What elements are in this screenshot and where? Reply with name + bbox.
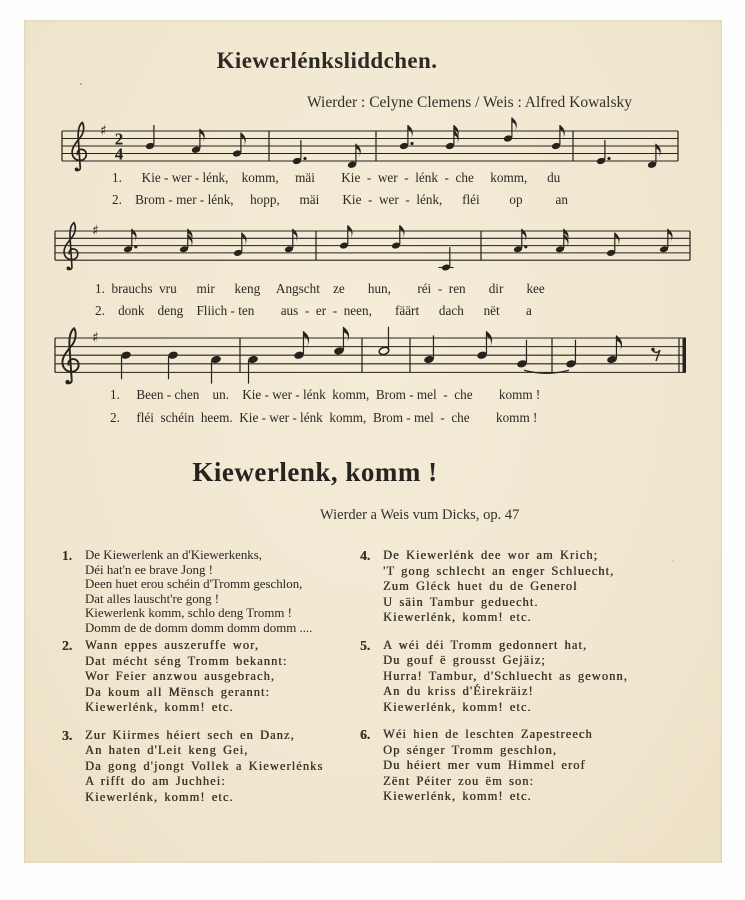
verse-number: 4. bbox=[360, 548, 371, 563]
note bbox=[513, 229, 527, 253]
note-flag bbox=[615, 232, 620, 245]
note bbox=[210, 355, 221, 384]
verse-line: Hurra! Tambur, d'Schluecht as gewonn, bbox=[383, 668, 628, 683]
verse-number: 1. bbox=[62, 548, 73, 563]
verse-line: Zur Kiirmes héiert sech en Danz, bbox=[85, 727, 295, 742]
verse-block bbox=[62, 638, 384, 716]
verse-line: Domm de de domm domm domm domm .... bbox=[85, 620, 313, 635]
note-flag bbox=[343, 327, 349, 342]
verse-line: Zum Gléck huet du de Generol bbox=[383, 579, 578, 593]
note bbox=[516, 340, 527, 369]
note bbox=[606, 335, 622, 364]
treble-clef-icon bbox=[62, 328, 78, 384]
staff-lyrics-line: 1. Been - chen un. Kie - wer - lénk komm, Brom - mel - che komm ! bbox=[110, 387, 541, 402]
verse-line: Dat alles lauscht're gong ! bbox=[85, 591, 220, 606]
note-flag bbox=[348, 225, 353, 238]
verse-line: Wor Feier anzwou ausgebrach, bbox=[85, 669, 275, 683]
verse-number: 2. bbox=[62, 638, 73, 653]
key-signature-sharp: ♯ bbox=[100, 123, 107, 139]
key-signature-sharp: ♯ bbox=[92, 330, 99, 346]
augmentation-dot bbox=[410, 142, 413, 145]
note bbox=[179, 229, 192, 253]
note bbox=[347, 144, 361, 169]
verse-number: 6. bbox=[360, 727, 371, 742]
verse-text bbox=[383, 727, 593, 805]
verse-line: Wéi hien de leschten Zapestreech bbox=[383, 727, 593, 741]
note bbox=[120, 351, 131, 380]
note bbox=[565, 340, 576, 369]
music-staff bbox=[55, 231, 690, 260]
verse-line: Déi hat'n ee brave Jong ! bbox=[85, 562, 213, 577]
verse-line: Kiewerlenk komm, schlo deng Tromm ! bbox=[85, 606, 292, 620]
verse-line: Zënt Péiter zou ëm son: bbox=[383, 773, 534, 788]
verse-line: 'T gong schlecht an enger Schluecht, bbox=[383, 563, 615, 578]
staff-lyrics-line: 2. fléi schéin heem. Kie - wer - lénk komm, Brom - mel - che komm ! bbox=[110, 410, 538, 425]
note bbox=[167, 351, 178, 380]
staff-lyrics-line: 2. Brom - mer - lénk, hopp, mäi Kie - wer - lénk, fléi op an bbox=[112, 192, 568, 207]
scan-speck bbox=[672, 560, 674, 562]
verse-line: Op sénger Tromm geschlon, bbox=[383, 742, 557, 757]
song-credit-2: Wierder a Weis vum Dicks, op. 47 bbox=[320, 507, 520, 523]
verse-number: 3. bbox=[62, 727, 73, 743]
song-title-1: Kiewerlénksliddchen. bbox=[216, 48, 438, 73]
verse-line: Kiewerlénk, komm! etc. bbox=[85, 789, 234, 804]
song-credit-1: Wierder : Celyne Clemens / Weis : Alfred Kowalsky bbox=[307, 94, 632, 111]
clef-tail-dot bbox=[75, 168, 79, 172]
note-flag bbox=[512, 118, 517, 132]
time-signature: 4 bbox=[114, 144, 124, 164]
key-signature-sharp: ♯ bbox=[92, 223, 99, 239]
augmentation-dot bbox=[607, 157, 610, 160]
verse-number: 5. bbox=[360, 637, 371, 653]
verse-line: Kiewerlénk, komm! etc. bbox=[383, 610, 532, 624]
music-staff bbox=[55, 338, 686, 372]
augmentation-dot bbox=[524, 245, 527, 248]
verse-line: Kiewerlénk, komm! etc. bbox=[85, 700, 234, 714]
verse-block bbox=[62, 728, 384, 806]
scan-speck bbox=[80, 83, 82, 85]
note bbox=[145, 125, 155, 150]
verse-block bbox=[62, 548, 384, 635]
clef-tail-dot bbox=[67, 267, 71, 271]
verses-column-left bbox=[62, 548, 384, 817]
verse-text bbox=[85, 638, 287, 716]
verse-block bbox=[360, 548, 700, 626]
verse-line: Deen huet erou schéin d'Tromm geschlon, bbox=[85, 577, 303, 591]
verse-line: Kiewerlénk, komm! etc. bbox=[383, 789, 532, 803]
staff-lyrics-line: 1. brauchs vru mir keng Angscht ze hun, réi - ren dir kee bbox=[95, 281, 545, 296]
clef-tail-dot bbox=[65, 380, 69, 384]
verse-block bbox=[360, 727, 700, 805]
note bbox=[191, 129, 205, 154]
note-flag bbox=[400, 225, 405, 238]
verse-line: An du kriss d'Éirekräiz! bbox=[383, 684, 534, 698]
verse-text bbox=[85, 548, 312, 635]
treble-clef-icon bbox=[72, 123, 86, 172]
sheet-music-page bbox=[24, 20, 722, 863]
verse-line: Da gong d'jongt Vollek a Kiewerlénks bbox=[85, 758, 324, 773]
note-flag bbox=[560, 125, 565, 139]
eighth-rest bbox=[651, 348, 660, 361]
note bbox=[333, 327, 349, 356]
note bbox=[555, 229, 568, 253]
note-flag bbox=[486, 331, 492, 346]
verse-line: A wéi déi Tromm gedonnert hat, bbox=[383, 637, 588, 652]
music-notation bbox=[0, 0, 745, 430]
verse-line: Wann eppes auszeruffe wor, bbox=[85, 638, 259, 652]
note bbox=[659, 229, 672, 253]
treble-clef-icon bbox=[64, 223, 78, 270]
verse-text bbox=[383, 638, 628, 716]
verse-line: De Kiewerlénk dee wor am Krich; bbox=[383, 548, 599, 562]
note bbox=[284, 229, 297, 253]
augmentation-dot bbox=[134, 245, 137, 248]
augmentation-dot bbox=[303, 157, 306, 160]
staff-lyrics-line: 2. donk deng Fliich - ten aus - er - neen, fäärt dach nët a bbox=[95, 303, 532, 318]
song-title-2: Kiewerlenk, komm ! bbox=[192, 457, 438, 487]
verse-line: U säin Tambur geduecht. bbox=[383, 594, 539, 609]
note bbox=[647, 144, 661, 169]
verse-line: Kiewerlénk, komm! etc. bbox=[383, 699, 532, 714]
verse-text bbox=[383, 548, 614, 626]
verse-text bbox=[85, 728, 323, 806]
verse-line: De Kiewerlenk an d'Kiewerkenks, bbox=[85, 548, 262, 562]
verse-line: Du gouf ë grousst Gejäiz; bbox=[383, 653, 546, 667]
note-flag bbox=[408, 125, 413, 139]
note bbox=[423, 335, 434, 364]
verse-line: Du héiert mer vum Himmel erof bbox=[383, 758, 586, 772]
note bbox=[123, 229, 137, 253]
verse-line: Da koum all Mënsch gerannt: bbox=[85, 684, 270, 699]
final-barline-thick bbox=[683, 338, 687, 372]
note-flag bbox=[242, 232, 247, 245]
verse-block bbox=[360, 638, 700, 716]
verse-line: An haten d'Leit keng Gei, bbox=[85, 743, 249, 757]
note bbox=[247, 355, 258, 384]
note bbox=[378, 327, 389, 356]
note bbox=[439, 247, 454, 271]
staff-lyrics-line: 1. Kie - wer - lénk, komm, mäi Kie - wer - lénk - che komm, du bbox=[112, 170, 561, 185]
verse-line: A rifft do am Juchhei: bbox=[85, 774, 226, 788]
verses-column-right bbox=[360, 548, 700, 817]
time-signature: 2 bbox=[114, 129, 124, 149]
note-flag bbox=[303, 331, 309, 346]
note-flag bbox=[241, 133, 246, 147]
verse-line: Dat mécht séng Tromm bekannt: bbox=[85, 653, 288, 668]
